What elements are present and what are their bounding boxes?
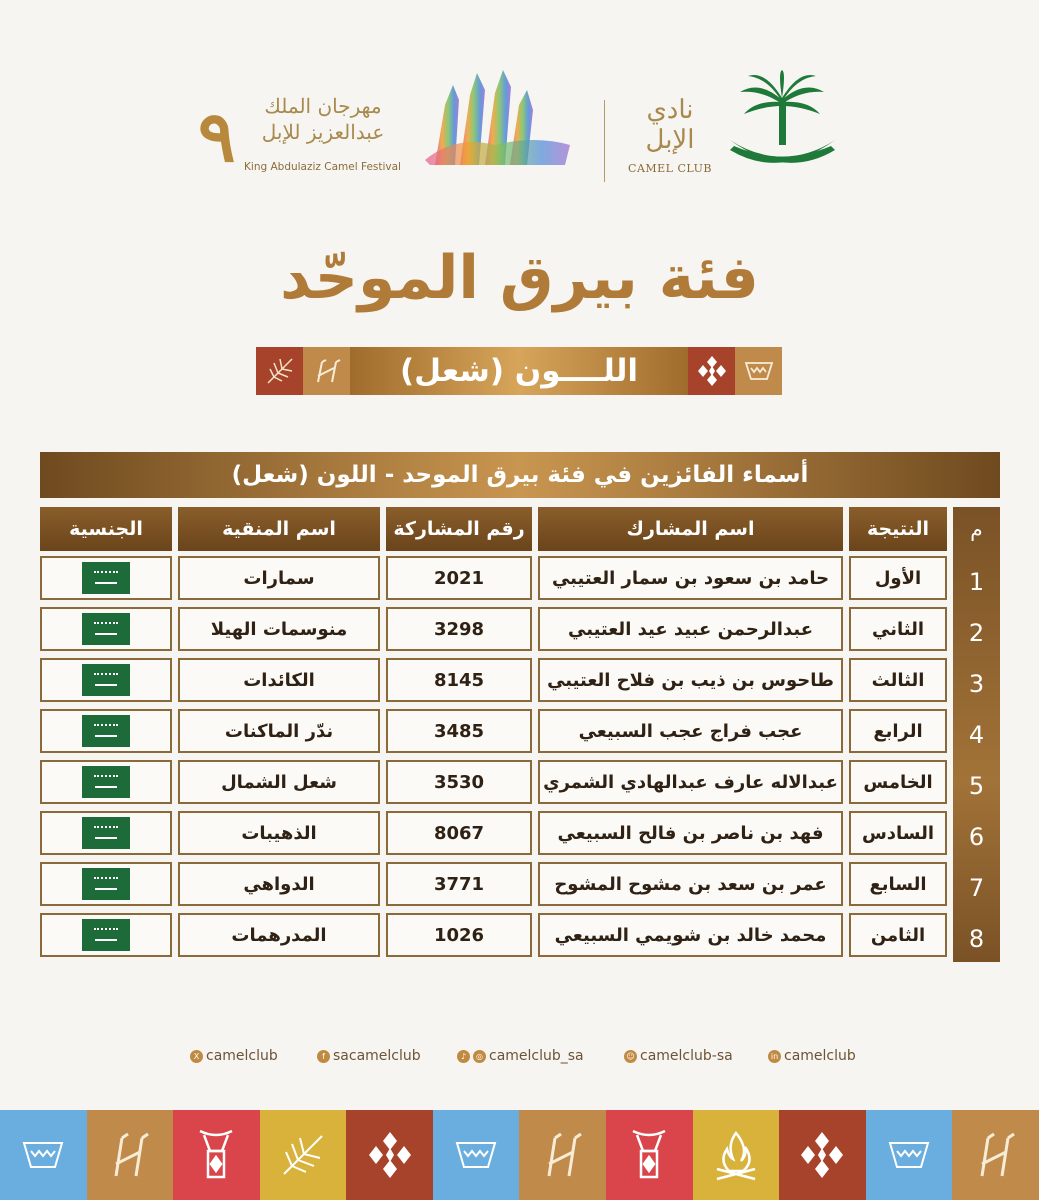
social-handle: camelclub_sa <box>489 1048 584 1064</box>
entry-number-cell: 3530 <box>386 760 532 804</box>
social-links <box>0 1048 1039 1070</box>
campfire-icon <box>693 1110 780 1200</box>
saudi-palm-swords-emblem <box>720 70 845 180</box>
camel-group-cell: شعل الشمال <box>178 760 380 804</box>
tiktok-icon: ♪ <box>457 1050 470 1063</box>
camel-group-cell: منوسمات الهيلا <box>178 607 380 651</box>
bowl-icon <box>433 1110 520 1200</box>
camel-club-name-en: CAMEL CLUB <box>628 162 712 175</box>
camel-saddle-icon <box>87 1110 174 1200</box>
incense-burner-icon <box>173 1110 260 1200</box>
participant-cell: فهد بن ناصر بن فالح السبيعي <box>538 811 843 855</box>
entry-number-cell: 3771 <box>386 862 532 906</box>
entry-number-cell: 3485 <box>386 709 532 753</box>
social-linkedin[interactable] <box>768 1048 856 1064</box>
social-facebook[interactable] <box>317 1048 421 1064</box>
saudi-flag-icon <box>82 919 130 951</box>
social-handle: camelclub <box>784 1048 856 1064</box>
social-x[interactable] <box>190 1048 278 1064</box>
column-header-nationality: الجنسية <box>40 507 172 551</box>
social-snapchat[interactable] <box>624 1048 733 1064</box>
row-index: 6 <box>968 823 985 851</box>
social-handle: camelclub-sa <box>640 1048 733 1064</box>
row-index: 2 <box>968 619 985 647</box>
nationality-cell <box>40 607 172 651</box>
row-index: 7 <box>968 874 985 902</box>
social-tiktok-instagram[interactable] <box>457 1048 584 1064</box>
x-icon: X <box>190 1050 203 1063</box>
nationality-cell <box>40 658 172 702</box>
social-handle: camelclub <box>206 1048 278 1064</box>
festival-name-ar: مهرجان الملك عبدالعزيز للإبل <box>261 94 385 144</box>
camel-saddle-icon <box>952 1110 1039 1200</box>
column-header-result: النتيجة <box>849 507 947 551</box>
saudi-flag-icon <box>82 766 130 798</box>
camel-club-name-ar: نادي الإبل <box>645 95 695 155</box>
incense-burner-icon <box>606 1110 693 1200</box>
row-index: 8 <box>968 925 985 953</box>
entry-number-cell: 8145 <box>386 658 532 702</box>
social-handle: sacamelclub <box>333 1048 421 1064</box>
palm-frond-icon <box>260 1110 347 1200</box>
nationality-cell <box>40 862 172 906</box>
saudi-flag-icon <box>82 817 130 849</box>
participant-cell: حامد بن سعود بن سمار العتيبي <box>538 556 843 600</box>
column-header-camel-group: اسم المنقية <box>178 507 380 551</box>
row-index: 5 <box>968 772 985 800</box>
result-cell: الثامن <box>849 913 947 957</box>
camel-group-cell: سمارات <box>178 556 380 600</box>
saudi-flag-icon <box>82 664 130 696</box>
linkedin-icon: in <box>768 1050 781 1063</box>
saudi-flag-icon <box>82 562 130 594</box>
festival-number: ٩ <box>198 95 236 178</box>
instagram-icon: ◎ <box>473 1050 486 1063</box>
result-cell: الخامس <box>849 760 947 804</box>
bowl-icon <box>735 347 782 395</box>
result-cell: الأول <box>849 556 947 600</box>
page-title: فئة بيرق الموحّد <box>280 243 759 313</box>
color-banner-label: اللــــون (شعل) <box>350 347 688 395</box>
nationality-cell <box>40 709 172 753</box>
nationality-cell <box>40 556 172 600</box>
row-index: 1 <box>968 568 985 596</box>
result-cell: الثاني <box>849 607 947 651</box>
camel-group-cell: الكائدات <box>178 658 380 702</box>
facebook-icon: f <box>317 1050 330 1063</box>
snapchat-icon: ☺ <box>624 1050 637 1063</box>
bowl-icon <box>866 1110 953 1200</box>
result-cell: السادس <box>849 811 947 855</box>
diamond-pattern-icon <box>346 1110 433 1200</box>
camel-group-cell: الذهيبات <box>178 811 380 855</box>
camel-group-cell: الدواهي <box>178 862 380 906</box>
diamond-pattern-icon <box>779 1110 866 1200</box>
result-cell: الثالث <box>849 658 947 702</box>
diamond-pattern-icon <box>688 347 735 395</box>
result-cell: السابع <box>849 862 947 906</box>
participant-cell: عبدالاله عارف عبدالهادي الشمري <box>538 760 843 804</box>
nationality-cell <box>40 811 172 855</box>
saudi-flag-icon <box>82 868 130 900</box>
entry-number-cell: 8067 <box>386 811 532 855</box>
participant-cell: محمد خالد بن شويمي السبيعي <box>538 913 843 957</box>
entry-number-cell: 1026 <box>386 913 532 957</box>
logo-divider <box>604 100 605 182</box>
festival-camel-riders-logo <box>415 65 575 175</box>
row-index: 4 <box>968 721 985 749</box>
bowl-icon <box>0 1110 87 1200</box>
camel-saddle-icon <box>519 1110 606 1200</box>
color-banner <box>256 347 782 395</box>
participant-cell: طاحوس بن ذيب بن فلاح العتيبي <box>538 658 843 702</box>
festival-name-en: King Abdulaziz Camel Festival <box>244 161 401 173</box>
header-logos <box>190 65 850 185</box>
nationality-cell <box>40 760 172 804</box>
column-header-index: م <box>970 517 983 541</box>
palm-frond-icon <box>256 347 303 395</box>
participant-cell: عمر بن سعد بن مشوح المشوح <box>538 862 843 906</box>
entry-number-cell: 3298 <box>386 607 532 651</box>
participant-cell: عجب فراج عجب السبيعي <box>538 709 843 753</box>
index-column <box>953 507 1000 962</box>
decorative-pattern-strip <box>0 1110 1039 1200</box>
saudi-flag-icon <box>82 613 130 645</box>
entry-number-cell: 2021 <box>386 556 532 600</box>
participant-cell: عبدالرحمن عبيد عيد العتيبي <box>538 607 843 651</box>
row-index: 3 <box>968 670 985 698</box>
saudi-flag-icon <box>82 715 130 747</box>
nationality-cell <box>40 913 172 957</box>
column-header-participant: اسم المشارك <box>538 507 843 551</box>
result-cell: الرابع <box>849 709 947 753</box>
table-caption: أسماء الفائزين في فئة بيرق الموحد - اللون (شعل) <box>40 452 1000 498</box>
camel-group-cell: المدرهمات <box>178 913 380 957</box>
camel-saddle-icon <box>303 347 350 395</box>
column-header-entry-number: رقم المشاركة <box>386 507 532 551</box>
camel-group-cell: ندّر الماكنات <box>178 709 380 753</box>
